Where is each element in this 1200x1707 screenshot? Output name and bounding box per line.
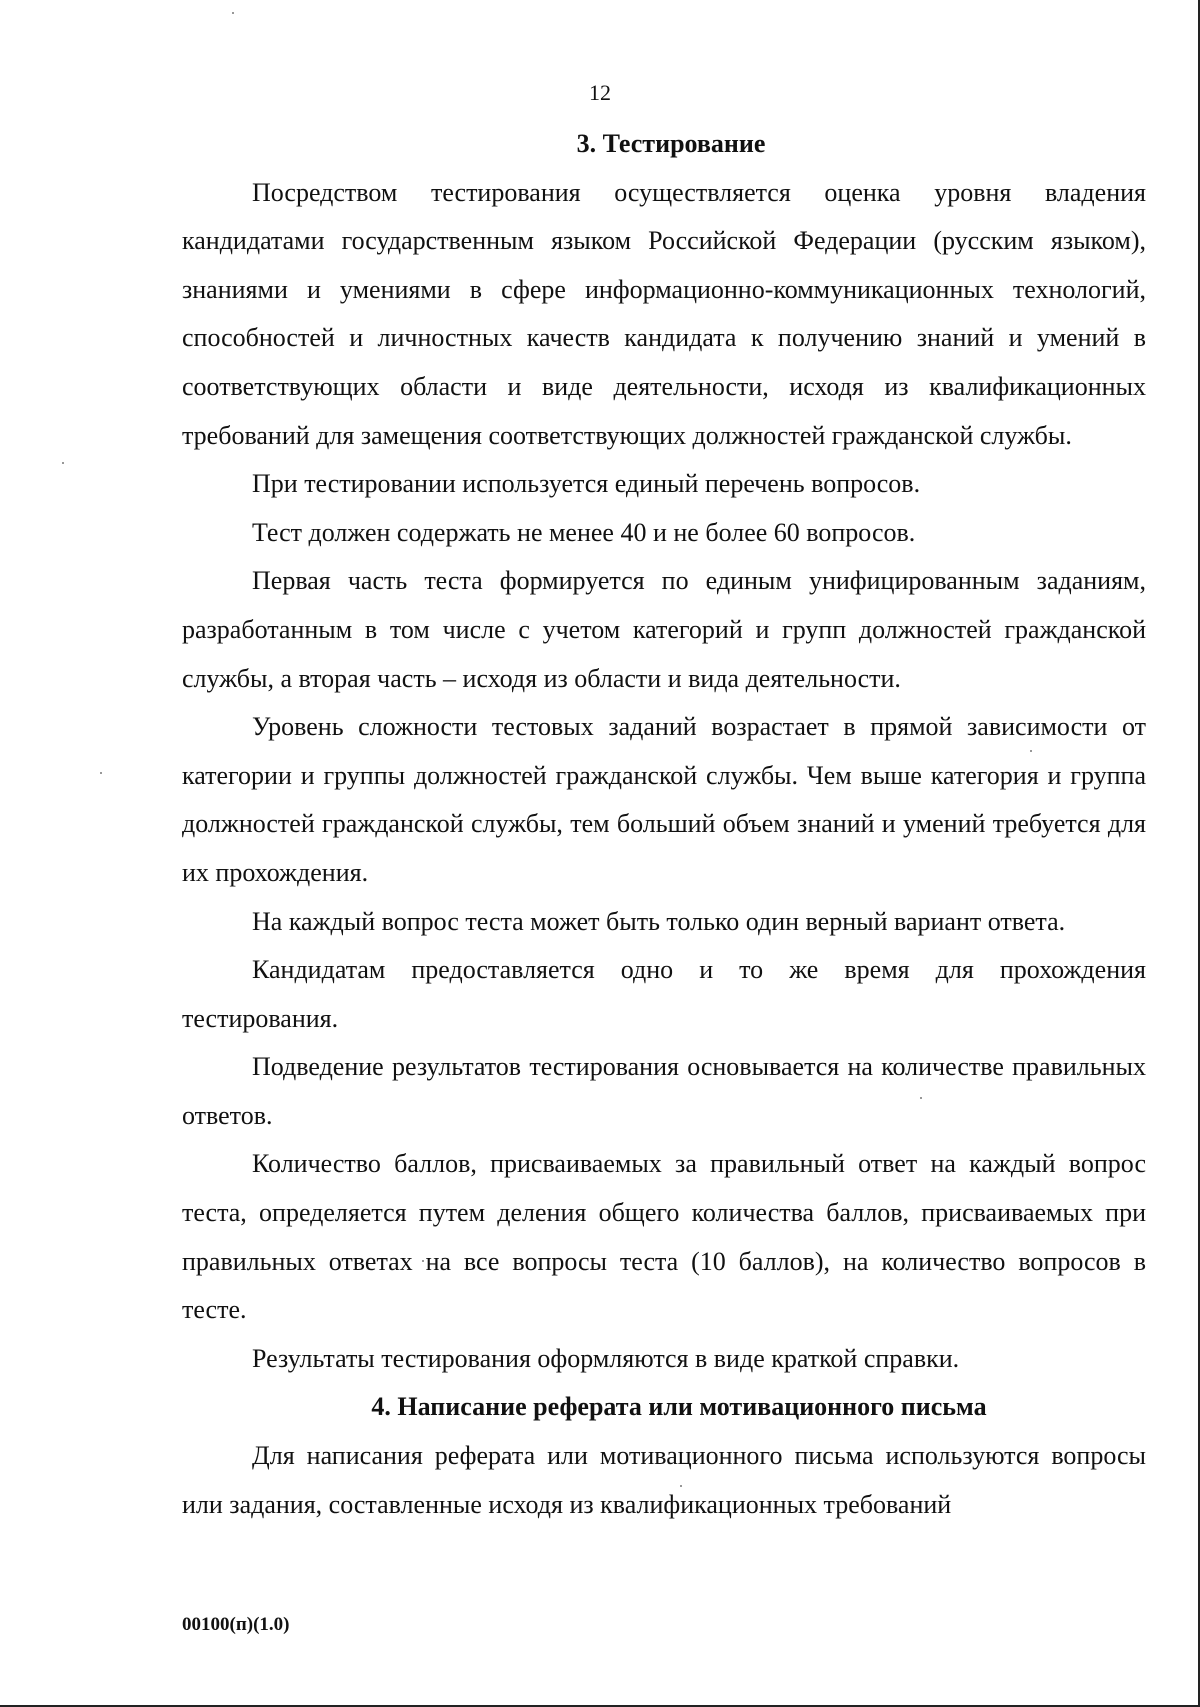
section-3-heading: 3. Тестирование [576,129,766,158]
page-number: 12 [589,80,611,105]
section-3-paragraph: При тестировании используется единый перечень вопросов. [252,469,921,499]
section-4-heading: 4. Написание реферата или мотивационного письма [371,1392,987,1422]
scan-speck [232,12,234,14]
section-3-paragraph: Тест должен содержать не менее 40 и не более 60 вопросов. [252,517,916,547]
section-3-paragraph: Результаты тестирования оформляются в виде краткой справки. [252,1343,960,1373]
section-3-paragraph: Кандидатам предоставляется одно и то же время для прохождения тестирования. [182,955,1146,1033]
document-body [182,120,1146,1529]
section-3-paragraph: Количество баллов, присваиваемых за правильный ответ на каждый вопрос теста, определяется путем деления общего количества баллов, присваиваемых при правильных ответах на все вопросы теста (10 баллов), на количество вопросов в тесте. [182,1149,1146,1325]
section-3-paragraph: Подведение результатов тестирования основывается на количестве правильных ответов. [182,1052,1146,1130]
section-3-paragraph: Первая часть теста формируется по единым унифицированным заданиям, разработанным в том числе с учетом категорий и групп должностей гражданской службы, а вторая часть – исходя из области и вида деятельности. [182,566,1146,693]
scan-speck [62,462,64,464]
section-3-paragraph: На каждый вопрос теста может быть только один верный вариант ответа. [252,906,1066,936]
section-3-paragraph: Посредством тестирования осуществляется оценка уровня владения кандидатами государственным языком Российской Федерации (русским языком), знаниями и умениями в сфере информационно-коммуникационных технологий, способностей и личностных качеств кандидата к получению знаний и умений в соответствующих области и виде деятельности, исходя из квалификационных требований для замещения соответствующих должностей гражданской службы. [182,177,1146,450]
section-4-paragraph: Для написания реферата или мотивационного письма используются вопросы или задания, составленные исходя из квалификационных требований [182,1441,1146,1519]
document-code: 00100(п)(1.0) [182,1614,290,1635]
section-3-paragraph: Уровень сложности тестовых заданий возрастает в прямой зависимости от категории и группы должностей гражданской службы. Чем выше категория и группа должностей гражданской службы, тем больший объем знаний и умений требуется для их прохождения. [182,712,1146,887]
scan-speck [100,772,102,774]
